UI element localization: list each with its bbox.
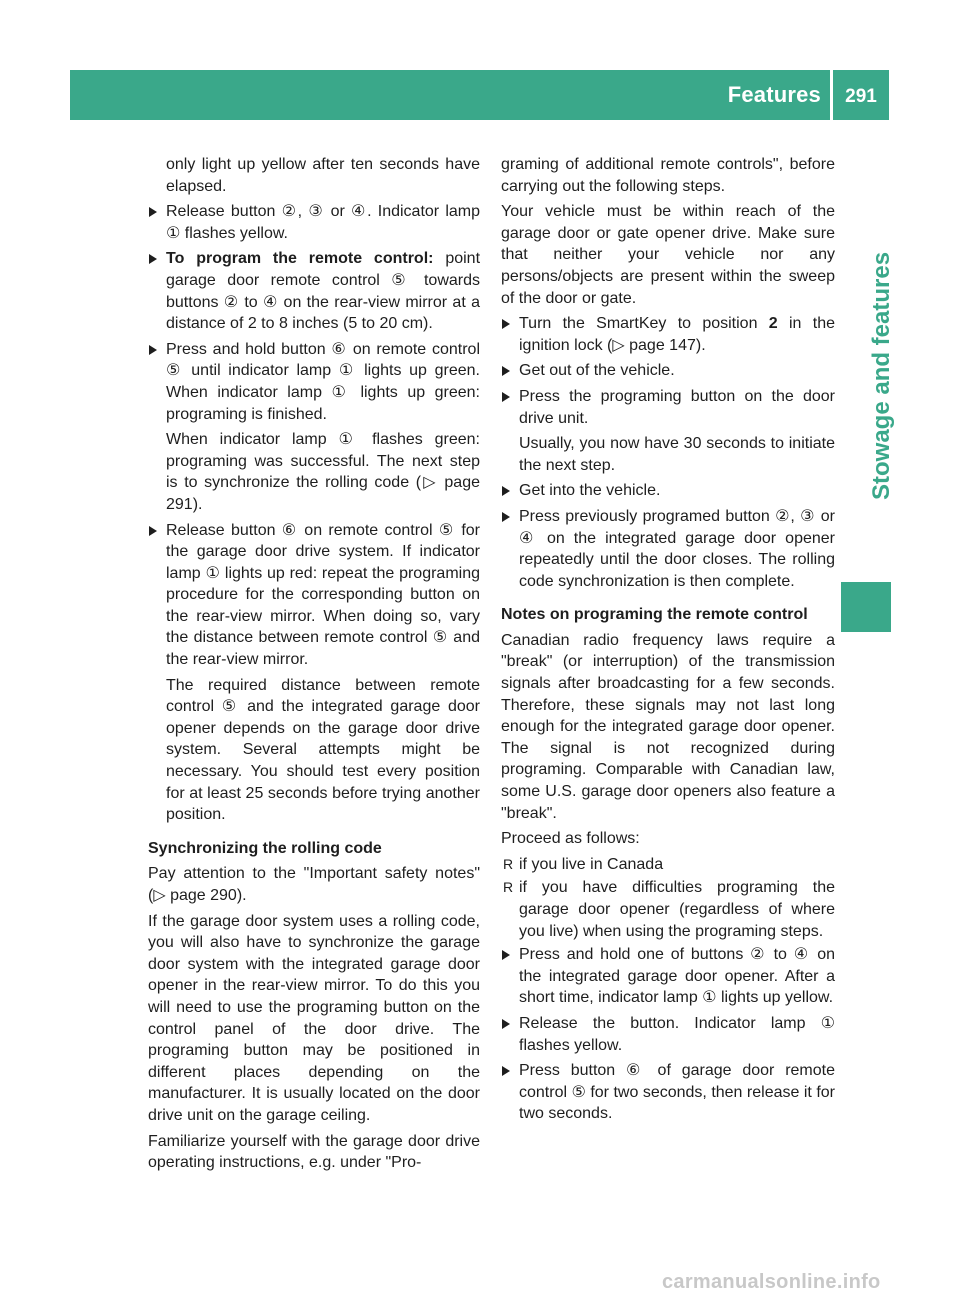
paragraph: Canadian radio frequency laws require a "break" (or interruption) of the transmission signals after broadcasting for a few seconds. Therefore, these signals may not last long enough for the integrated garage door opener. The signal is not recognized during programing. Comparable with Canadian law, some U.S. garage door openers also feature a "break". [501,631,835,822]
step-arrow-icon [502,950,510,960]
instruction-step [148,248,480,334]
side-tab-label: Stowage and features [868,251,895,500]
step-arrow-icon [502,486,510,496]
step-note: The required distance between remote control ⑤ and the integrated garage door opener depends on the garage door drive system. Several attempts might be necessary. You should test every position for at least 25 seconds before trying another position. [166,676,480,824]
step-text: Press button ⑥ of garage door remote control ⑤ for two seconds, then release it for two seconds. [519,1062,835,1123]
step-text: Release button ⑥ on remote control ⑤ for the garage door drive system. If indicator lamp ① lights up red: repeat the programing procedure for the corresponding button on the rear-view mirror. When doing so, vary the distance between remote control ⑤ and the rear-view mirror. [166,521,480,669]
step-bold-lead: To program the remote control: [166,250,434,268]
instruction-step [148,520,480,671]
step-arrow-icon [502,512,510,522]
step-arrow-icon [502,1019,510,1029]
step-arrow-icon [502,366,510,376]
section-heading: Notes on programing the remote control [501,606,808,624]
instruction-step [501,313,835,356]
bullet-icon: R [503,879,514,896]
list-item [501,877,835,942]
list-item-text: if you live in Canada [519,855,664,873]
step-arrow-icon [149,345,157,355]
step-text: Get into the vehicle. [519,482,661,500]
instruction-step [501,386,835,429]
step-arrow-icon [149,526,157,536]
paragraph: Your vehicle must be within reach of the garage door or gate opener drive. Make sure that neither your vehicle nor any persons/objects are present within the sweep of the door or gate. [501,203,835,307]
step-note: Usually, you now have 30 seconds to initiate the next step. [519,435,835,474]
side-tab-block [841,582,891,632]
instruction-step [148,339,480,425]
paragraph: Proceed as follows: [501,830,640,848]
instruction-step [501,480,835,502]
instruction-step [148,201,480,244]
step-arrow-icon [502,1066,510,1076]
bullet-icon: R [503,855,514,872]
step-arrow-icon [149,207,157,217]
step-text: Press previously programed button ②, ③ or ④ on the integrated garage door opener repeatedly until the door closes. The rolling code synchronization is then complete. [519,507,835,590]
left-column [148,154,480,1178]
step-arrow-icon [502,319,510,329]
page-header [70,70,889,120]
paragraph: Pay attention to the "Important safety notes" (▷ page 290). [148,865,480,904]
page-number: 291 [845,86,877,107]
instruction-step [501,360,835,382]
instruction-step [501,1060,835,1125]
continued-text: only light up yellow after ten seconds have elapsed. [166,156,480,195]
step-text: point garage door remote control ⑤ towards buttons ② to ④ on the rear-view mirror at a distance of 2 to 8 inches (5 to 20 cm). [166,250,481,333]
instruction-step [501,944,835,1009]
step-text: Release button ②, ③ or ④. Indicator lamp ① flashes yellow. [166,203,480,242]
instruction-step [501,506,835,592]
paragraph: Familiarize yourself with the garage door drive operating instructions, e.g. under "Pro- [148,1132,480,1172]
paragraph: If the garage door system uses a rolling code, you will also have to synchronize the garage door system with the integrated garage door opener in the rear-view mirror. To do this you will need to use the programing button on the control panel of the door drive. The programing button may be positioned in different places depending on the manufacturer. It is usually located on the door drive unit on the garage ceiling. [148,912,480,1124]
instruction-step [501,1013,835,1056]
step-bold-value: 2 [768,315,778,333]
list-item [501,854,835,876]
step-arrow-icon [502,392,510,402]
step-text: Press the programing button on the door drive unit. [519,387,835,427]
list-item-text: if you have difficulties programing the garage door opener (regardless of where you live) when using the programing steps. [519,879,835,940]
watermark: carmanualsonline.info [662,1271,881,1293]
step-text: Turn the SmartKey to position [519,315,769,333]
continued-text: graming of additional remote controls", before carrying out the following steps. [501,156,835,195]
step-text: in the ignition lock (▷ page 147). [519,315,835,354]
step-arrow-icon [149,254,157,264]
section-heading: Synchronizing the rolling code [148,839,382,857]
right-column [501,154,835,1129]
step-text: Press and hold button ⑥ on remote control ⑤ until indicator lamp ① lights up green. When indicator lamp ① lights up green: programing is finished. [166,340,480,423]
section-title: Features [727,82,821,107]
step-text: Release the button. Indicator lamp ① flashes yellow. [519,1014,835,1054]
step-text: Get out of the vehicle. [519,362,675,380]
step-text: Press and hold one of buttons ② to ④ on the integrated garage door opener. After a short time, indicator lamp ① lights up yellow. [519,946,835,1007]
step-note: When indicator lamp ① flashes green: programing was successful. The next step is to synchronize the rolling code (▷ page 291). [166,431,480,513]
